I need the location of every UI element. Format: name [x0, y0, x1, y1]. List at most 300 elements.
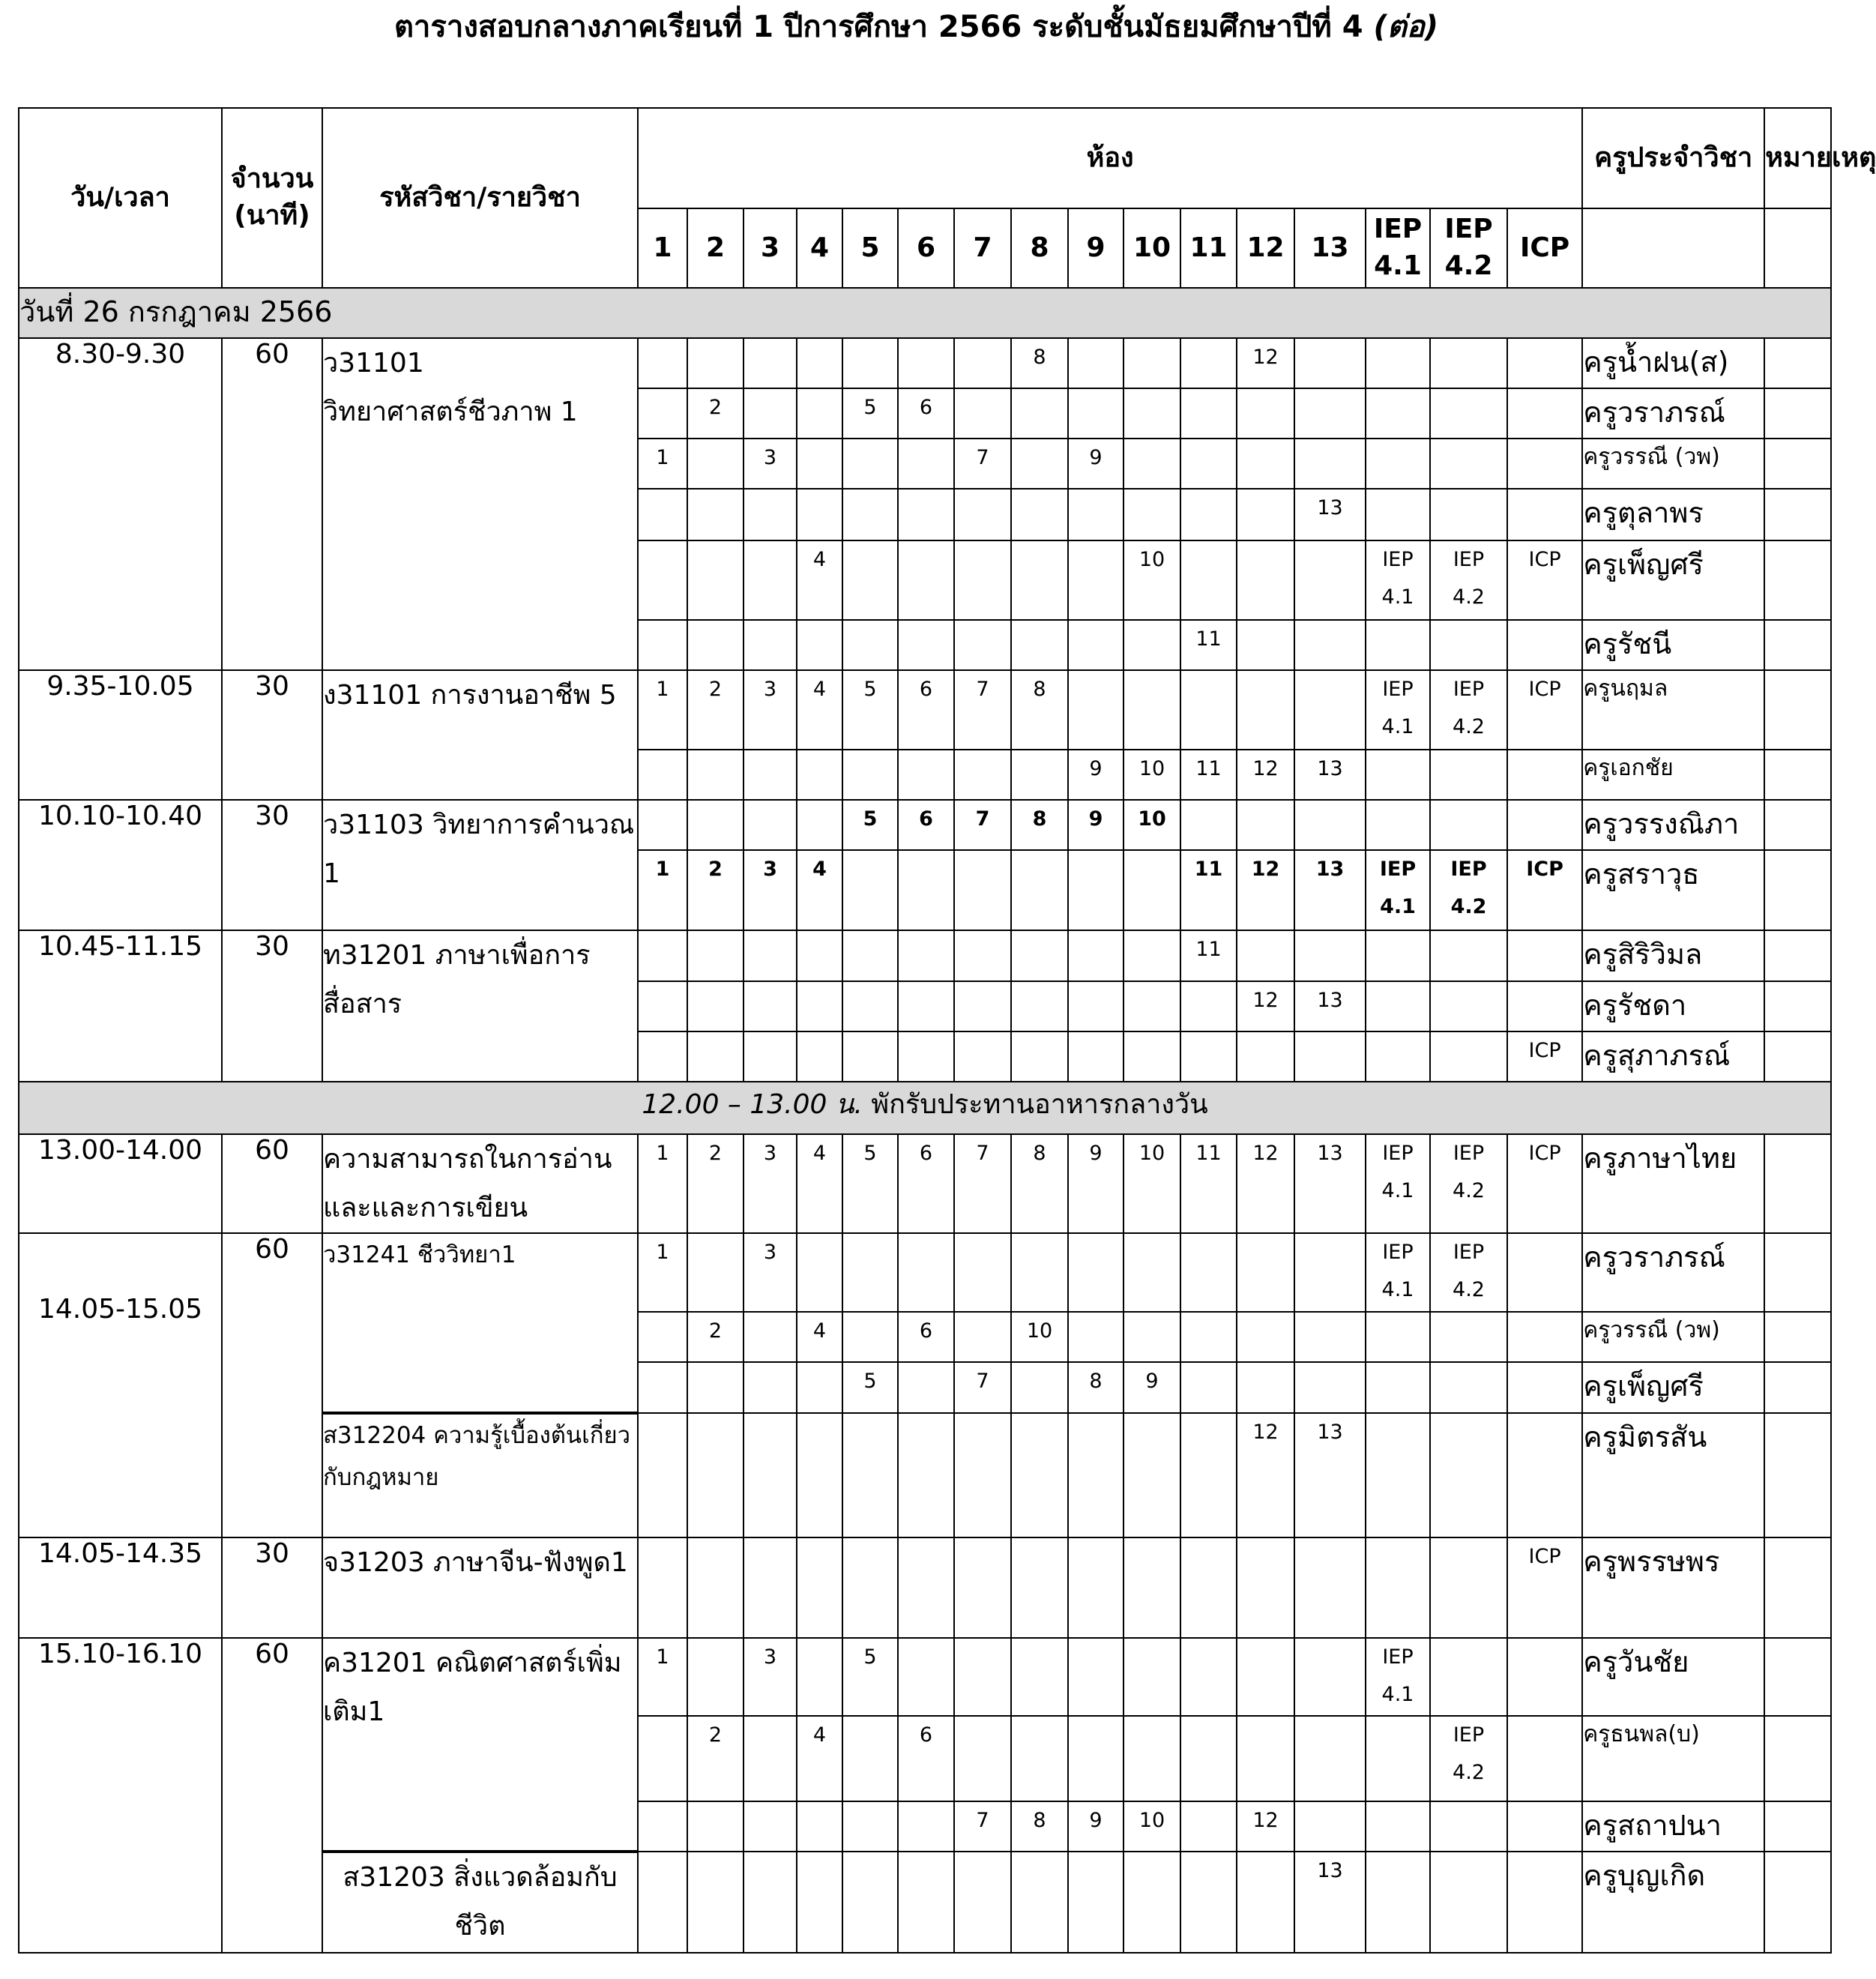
room-cell [1294, 388, 1366, 439]
room-cell: 4 [797, 540, 842, 620]
room-cell [842, 439, 898, 489]
room-cell [842, 850, 898, 930]
room-cell [954, 1312, 1011, 1362]
room-cell [1180, 1413, 1237, 1537]
room-cell [1430, 800, 1507, 850]
room-cell [1507, 1312, 1582, 1362]
teacher-name: ครูสราวุธ [1582, 850, 1764, 930]
room-cell [744, 750, 797, 800]
room-cell [1237, 1233, 1294, 1312]
room-cell [797, 930, 842, 981]
room-cell: ICP [1507, 540, 1582, 620]
room-cell [842, 1716, 898, 1801]
room-cell: IEP 4.1 [1366, 540, 1430, 620]
room-cell [954, 930, 1011, 981]
room-cell [1068, 670, 1124, 750]
room-cell [1507, 620, 1582, 670]
room-cell [954, 540, 1011, 620]
room-cell: 3 [744, 1233, 797, 1312]
room-cell: 3 [744, 1134, 797, 1233]
remark-cell [1764, 1801, 1831, 1852]
room-cell [638, 1413, 687, 1537]
room-cell [1180, 1031, 1237, 1082]
room-cell [1180, 1852, 1237, 1953]
room-cell [744, 930, 797, 981]
room-cell [1366, 750, 1430, 800]
room-cell [1430, 620, 1507, 670]
room-cell [1011, 1852, 1068, 1953]
remark-cell [1764, 439, 1831, 489]
room-cell: 4 [797, 1312, 842, 1362]
room-cell [954, 981, 1011, 1031]
room-cell [1068, 850, 1124, 930]
room-cell: 13 [1294, 1134, 1366, 1233]
room-cell: IEP 4.2 [1430, 850, 1507, 930]
exam-time: 13.00-14.00 [19, 1134, 222, 1233]
room-cell [1237, 388, 1294, 439]
room-cell [687, 1537, 744, 1638]
room-cell [1430, 1312, 1507, 1362]
room-cell [1124, 338, 1180, 388]
room-cell [1237, 930, 1294, 981]
room-cell [687, 1852, 744, 1953]
room-cell [638, 540, 687, 620]
room-cell [1180, 1716, 1237, 1801]
header-datetime: วัน/เวลา [19, 108, 222, 288]
lunch-break-row [19, 1082, 1831, 1134]
room-cell [797, 338, 842, 388]
exam-time: 14.05-15.05 [19, 1233, 222, 1537]
exam-time: 9.35-10.05 [19, 670, 222, 800]
teacher-name: ครูนฤมล [1582, 670, 1764, 750]
room-cell [687, 620, 744, 670]
room-cell [842, 1233, 898, 1312]
room-cell [797, 1638, 842, 1716]
teacher-name: ครูมิตรสัน [1582, 1413, 1764, 1537]
room-cell [1011, 1233, 1068, 1312]
room-cell: 5 [842, 670, 898, 750]
room-cell: 12 [1237, 1413, 1294, 1537]
exam-duration: 30 [222, 930, 322, 1082]
lunch-break-row-cell [19, 1082, 1831, 1134]
room-cell: 2 [687, 850, 744, 930]
room-cell: 6 [898, 1134, 954, 1233]
room-cell [638, 1537, 687, 1638]
subject-cell: ส312204 ความรู้เบื้องต้นเกี่ยวกับกฎหมาย [322, 1413, 638, 1537]
room-cell [1180, 388, 1237, 439]
room-cell [1068, 1537, 1124, 1638]
exam-time: 15.10-16.10 [19, 1638, 222, 1953]
room-column-header: 2 [687, 208, 744, 288]
room-cell [1237, 489, 1294, 540]
exam-time: 14.05-14.35 [19, 1537, 222, 1638]
room-cell [1068, 620, 1124, 670]
room-cell: 7 [954, 800, 1011, 850]
room-cell [954, 489, 1011, 540]
room-column-header: 11 [1180, 208, 1237, 288]
teacher-name: ครูน้ำฝน(ส) [1582, 338, 1764, 388]
exam-duration: 60 [222, 1233, 322, 1537]
room-cell: 11 [1180, 750, 1237, 800]
room-cell [1011, 439, 1068, 489]
room-cell [1011, 1031, 1068, 1082]
room-cell [954, 1031, 1011, 1082]
room-cell [797, 1031, 842, 1082]
room-cell [687, 1362, 744, 1413]
room-cell [1068, 388, 1124, 439]
title-suffix: (ต่อ) [1373, 10, 1439, 44]
room-cell [1366, 1312, 1430, 1362]
room-cell [1507, 489, 1582, 540]
room-cell [954, 750, 1011, 800]
room-cell [1294, 1233, 1366, 1312]
remark-cell [1764, 1638, 1831, 1716]
room-column-header: 10 [1124, 208, 1180, 288]
room-cell [1294, 1716, 1366, 1801]
room-cell: 13 [1294, 489, 1366, 540]
header-duration: จำนวน (นาที) [222, 108, 322, 288]
room-cell [842, 489, 898, 540]
room-cell [842, 1413, 898, 1537]
room-column-header: 3 [744, 208, 797, 288]
room-cell [638, 338, 687, 388]
room-cell [1180, 800, 1237, 850]
room-cell: 3 [744, 670, 797, 750]
room-cell [744, 1031, 797, 1082]
room-cell [1180, 439, 1237, 489]
room-cell: 13 [1294, 850, 1366, 930]
room-column-header: IEP 4.1 [1366, 208, 1430, 288]
room-cell [1294, 1638, 1366, 1716]
room-cell [1237, 1312, 1294, 1362]
room-cell: 1 [638, 439, 687, 489]
room-cell: 5 [842, 388, 898, 439]
subject-cell: จ31203 ภาษาจีน-ฟังพูด1 [322, 1537, 638, 1638]
room-cell [954, 1233, 1011, 1312]
teacher-name: ครูรัชนี [1582, 620, 1764, 670]
room-cell [1011, 750, 1068, 800]
table-row [19, 1537, 1831, 1638]
room-cell [1430, 1031, 1507, 1082]
room-cell [898, 338, 954, 388]
room-cell [687, 1031, 744, 1082]
room-cell: 1 [638, 850, 687, 930]
room-cell [1068, 1716, 1124, 1801]
table-row [19, 800, 1831, 850]
room-cell [797, 1413, 842, 1537]
room-cell [744, 388, 797, 439]
room-cell: 8 [1011, 800, 1068, 850]
room-cell [744, 338, 797, 388]
teacher-name: ครูธนพล(บ) [1582, 1716, 1764, 1801]
room-cell [898, 1233, 954, 1312]
room-cell [1294, 1362, 1366, 1413]
room-cell [638, 620, 687, 670]
remark-cell [1764, 388, 1831, 439]
header-subject: รหัสวิชา/รายวิชา [322, 108, 638, 288]
room-cell [954, 850, 1011, 930]
room-cell [1366, 800, 1430, 850]
room-cell: 6 [898, 670, 954, 750]
room-cell [954, 1537, 1011, 1638]
room-cell [744, 1537, 797, 1638]
room-cell: 9 [1068, 439, 1124, 489]
room-cell [898, 930, 954, 981]
room-cell [1507, 1362, 1582, 1413]
remark-cell [1764, 1413, 1831, 1537]
room-column-header: 6 [898, 208, 954, 288]
teacher-name: ครูเพ็ญศรี [1582, 1362, 1764, 1413]
room-cell [638, 750, 687, 800]
room-cell: IEP 4.1 [1366, 1638, 1430, 1716]
lunch-label: พักรับประทานอาหารกลางวัน [871, 1089, 1208, 1120]
room-column-header: 5 [842, 208, 898, 288]
room-cell: IEP 4.2 [1430, 1233, 1507, 1312]
teacher-name: ครูบุญเกิด [1582, 1852, 1764, 1953]
room-cell [898, 439, 954, 489]
room-cell: 4 [797, 850, 842, 930]
date-label: วันที่ 26 กรกฎาคม 2566 [19, 295, 333, 328]
teacher-subheader [1582, 208, 1764, 288]
remark-cell [1764, 489, 1831, 540]
room-cell: 2 [687, 1716, 744, 1801]
room-cell: 12 [1237, 338, 1294, 388]
room-cell: 3 [744, 1638, 797, 1716]
exam-duration: 60 [222, 1134, 322, 1233]
room-cell [954, 620, 1011, 670]
room-cell [954, 388, 1011, 439]
room-cell: 12 [1237, 850, 1294, 930]
lunch-time: 12.00 – 13.00 น. [642, 1089, 863, 1120]
teacher-name: ครูรัชดา [1582, 981, 1764, 1031]
room-cell: 5 [842, 1134, 898, 1233]
room-cell [1430, 338, 1507, 388]
room-cell [687, 439, 744, 489]
subject-cell: ง31101 การงานอาชีพ 5 [322, 670, 638, 800]
room-cell [842, 620, 898, 670]
room-cell [1180, 981, 1237, 1031]
room-cell [842, 1537, 898, 1638]
room-cell [954, 338, 1011, 388]
room-cell [1124, 388, 1180, 439]
exam-duration: 60 [222, 1638, 322, 1953]
room-cell [898, 1362, 954, 1413]
table-row [19, 1134, 1831, 1233]
room-cell [797, 981, 842, 1031]
exam-duration: 30 [222, 800, 322, 930]
header-remark: หมายเหตุ [1764, 108, 1831, 208]
room-cell [638, 1312, 687, 1362]
room-cell [1294, 930, 1366, 981]
table-row [19, 1233, 1831, 1312]
room-cell [898, 489, 954, 540]
room-cell: 10 [1124, 800, 1180, 850]
room-cell [638, 981, 687, 1031]
room-cell [1068, 1233, 1124, 1312]
subject-cell: ว31101 วิทยาศาสตร์ชีวภาพ 1 [322, 338, 638, 670]
header-teacher: ครูประจำวิชา [1582, 108, 1764, 208]
teacher-name: ครูวราภรณ์ [1582, 388, 1764, 439]
room-cell [797, 1852, 842, 1953]
remark-cell [1764, 850, 1831, 930]
room-cell [744, 800, 797, 850]
room-cell [1430, 750, 1507, 800]
room-cell [797, 489, 842, 540]
room-cell [1366, 1801, 1430, 1852]
room-cell [797, 388, 842, 439]
room-cell [797, 439, 842, 489]
room-cell: 11 [1180, 620, 1237, 670]
room-cell [1011, 620, 1068, 670]
room-cell [1507, 930, 1582, 981]
room-cell [1068, 540, 1124, 620]
room-cell: 9 [1124, 1362, 1180, 1413]
room-cell [1068, 1031, 1124, 1082]
room-cell [1124, 1537, 1180, 1638]
room-cell [1237, 439, 1294, 489]
room-cell [1180, 1638, 1237, 1716]
room-cell [1507, 1638, 1582, 1716]
room-cell [638, 930, 687, 981]
room-cell [1124, 1031, 1180, 1082]
room-cell [744, 1801, 797, 1852]
room-cell [954, 1638, 1011, 1716]
room-cell [687, 1413, 744, 1537]
room-cell [1294, 620, 1366, 670]
room-column-header: 1 [638, 208, 687, 288]
room-cell [1430, 1413, 1507, 1537]
room-cell [842, 540, 898, 620]
room-cell [638, 1852, 687, 1953]
room-column-header: 9 [1068, 208, 1124, 288]
room-cell [1430, 1362, 1507, 1413]
room-cell: ICP [1507, 1537, 1582, 1638]
room-cell [687, 338, 744, 388]
room-cell [898, 1801, 954, 1852]
room-column-header: 8 [1011, 208, 1068, 288]
room-cell: 2 [687, 670, 744, 750]
room-cell: IEP 4.1 [1366, 1134, 1430, 1233]
room-cell [1011, 1362, 1068, 1413]
room-column-header: 7 [954, 208, 1011, 288]
room-cell: 7 [954, 1801, 1011, 1852]
room-cell [1124, 620, 1180, 670]
room-cell [898, 620, 954, 670]
room-cell [1430, 981, 1507, 1031]
room-cell [954, 1716, 1011, 1801]
room-cell [1430, 1801, 1507, 1852]
room-cell [1430, 439, 1507, 489]
room-cell [898, 1852, 954, 1953]
room-cell: 10 [1124, 540, 1180, 620]
room-cell [1507, 338, 1582, 388]
teacher-name: ครูเพ็ญศรี [1582, 540, 1764, 620]
room-cell [1011, 388, 1068, 439]
subject-cell: ความสามารถในการอ่านและและการเขียน [322, 1134, 638, 1233]
remark-cell [1764, 930, 1831, 981]
room-cell: 7 [954, 1134, 1011, 1233]
room-cell [638, 1801, 687, 1852]
room-cell [1124, 1312, 1180, 1362]
room-cell [1294, 1312, 1366, 1362]
room-cell: 5 [842, 1638, 898, 1716]
room-cell: 6 [898, 800, 954, 850]
room-cell [1237, 540, 1294, 620]
remark-cell [1764, 670, 1831, 750]
room-cell [638, 800, 687, 850]
room-cell [1068, 1413, 1124, 1537]
room-cell [1011, 1716, 1068, 1801]
room-cell [1366, 388, 1430, 439]
room-cell [842, 930, 898, 981]
room-cell [687, 489, 744, 540]
remark-cell [1764, 1312, 1831, 1362]
room-cell [797, 1233, 842, 1312]
room-cell: IEP 4.1 [1366, 850, 1430, 930]
table-row [19, 670, 1831, 750]
room-cell [1294, 439, 1366, 489]
room-cell [1366, 620, 1430, 670]
room-cell [1237, 1852, 1294, 1953]
room-cell [1124, 1716, 1180, 1801]
room-cell: 12 [1237, 981, 1294, 1031]
remark-cell [1764, 750, 1831, 800]
header-row-top [19, 108, 1831, 208]
room-cell: 13 [1294, 1852, 1366, 1953]
room-cell [1011, 1638, 1068, 1716]
room-cell [1507, 439, 1582, 489]
room-cell: IEP 4.1 [1366, 670, 1430, 750]
room-cell [797, 1537, 842, 1638]
remark-cell [1764, 1852, 1831, 1953]
remark-cell [1764, 620, 1831, 670]
room-cell: 8 [1011, 670, 1068, 750]
room-cell [1430, 388, 1507, 439]
room-cell [1180, 1312, 1237, 1362]
room-cell [1237, 1716, 1294, 1801]
room-cell [638, 489, 687, 540]
room-cell: 3 [744, 850, 797, 930]
room-cell: 9 [1068, 800, 1124, 850]
room-cell [687, 1638, 744, 1716]
room-cell [1068, 930, 1124, 981]
room-cell: 10 [1124, 1801, 1180, 1852]
room-cell [898, 540, 954, 620]
room-cell [744, 489, 797, 540]
room-cell [1294, 670, 1366, 750]
room-cell: 5 [842, 1362, 898, 1413]
room-cell [744, 1852, 797, 1953]
room-cell [687, 800, 744, 850]
room-cell: 11 [1180, 930, 1237, 981]
teacher-name: ครูสุภาภรณ์ [1582, 1031, 1764, 1082]
remark-cell [1764, 1031, 1831, 1082]
room-cell [1507, 388, 1582, 439]
room-cell [1366, 1031, 1430, 1082]
date-band-cell [19, 288, 1831, 338]
room-cell [1124, 1638, 1180, 1716]
room-cell [842, 1312, 898, 1362]
room-cell [842, 981, 898, 1031]
room-cell [1068, 338, 1124, 388]
remark-cell [1764, 540, 1831, 620]
teacher-name: ครูตุลาพร [1582, 489, 1764, 540]
room-cell [638, 1716, 687, 1801]
room-cell [744, 1312, 797, 1362]
room-cell [898, 750, 954, 800]
teacher-name: ครูวรรณี (วพ) [1582, 1312, 1764, 1362]
room-cell [1430, 1852, 1507, 1953]
